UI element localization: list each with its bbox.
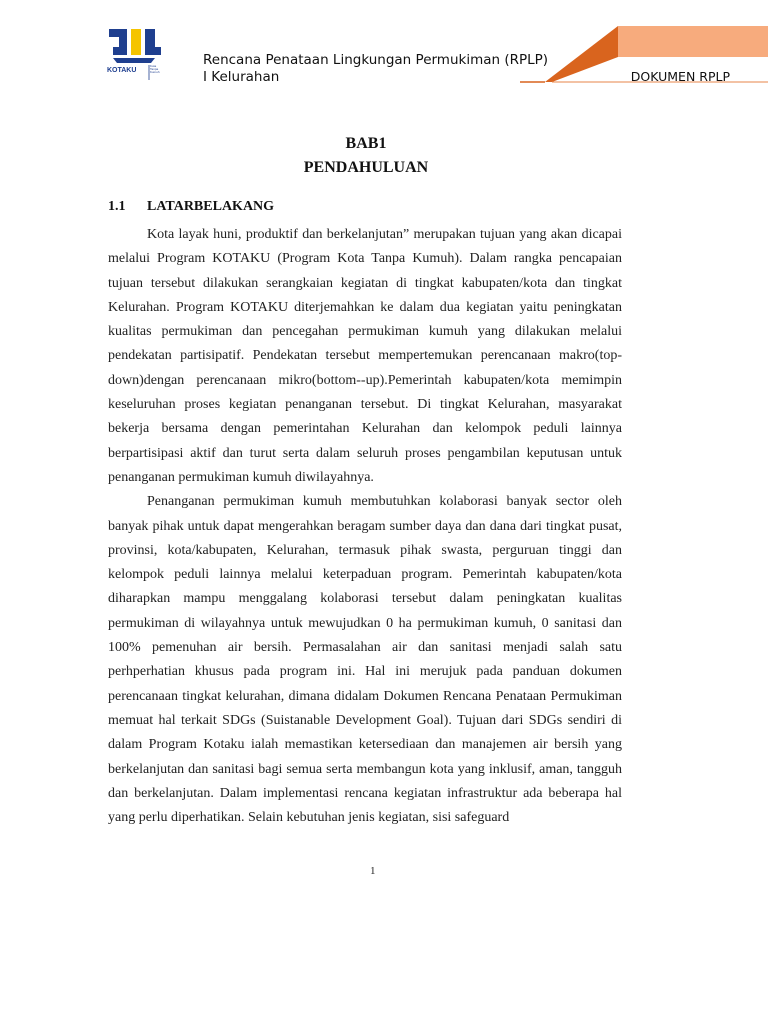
chapter-number: BAB1 bbox=[345, 135, 387, 152]
document-title-line1: Rencana Penataan Lingkungan Permukiman (RPLP) bbox=[203, 52, 549, 68]
body-text bbox=[108, 223, 622, 830]
section-number: 1.1 bbox=[108, 199, 126, 214]
page-number: 1 bbox=[370, 865, 376, 877]
paragraph: Penanganan permukiman kumuh membutuhkan kolaborasi banyak sector oleh banyak pihak untuk dapat mengerahkan beragam sumber daya dan dana dari tingkat pusat, provinsi, kota/kabupaten, Kelurahan, termasuk pihak swasta, perguruan tinggi dan kelompok peduli lainnya melalui keterpaduan program. Pemerintah kabupaten/kota diharapkan mampu menggalang kolaborasi tersebut dalam peningkatan kualitas permukiman di wilayahnya untuk mewujudkan 0 ha permukiman kumuh, 0 sanitasi dan 100% pemenuhan air bersih. Permasalahan air dan sanitasi menjadi salah satu perhperhatian khusus pada program ini. Hal ini merujuk pada panduan dokumen perencanaan tingkat kelurahan, dimana didalam Dokumen Rencana Penataan Permukiman memuat hal terkait SDGs (Suistanable Development Goal). Tujuan dari SDGs sendiri di dalam Program Kotaku ialah memastikan ketersediaan dan manajemen air bersih yang berkelanjutan dan sanitasi bagi semua serta membangun kota yang inklusif, aman, tangguh dan berkelanjutan. Dalam implementasi rencana kegiatan infrastruktur ada beberapa hal yang perlu diperhatikan. Selain kebutuhan jenis kegiatan, sisi safeguard bbox=[108, 494, 622, 826]
chapter-heading bbox=[0, 132, 732, 180]
section-title: LATARBELAKANG bbox=[147, 199, 275, 214]
kotaku-logo bbox=[105, 25, 163, 85]
paragraph: Kota layak huni, produktif dan berkelanjutan” merupakan tujuan yang akan dicapai melalui Program KOTAKU (Program Kota Tanpa Kumuh). Dalam rangka pencapaian tujuan tersebut dilakukan serangkaian kegiatan di tingkat kabupaten/kota dan tingkat Kelurahan. Program KOTAKU diterjemahkan ke dalam dua kegiatan yaitu peningkatan kualitas permukiman dan pencegahan permukiman kumuh yang dilakukan melalui pendekatan partisipatif. Pendekatan tersebut mempertemukan perencanaan makro(top-down)dengan perencanaan mikro(bottom--up).Pemerintah kabupaten/kota memimpin keseluruhan proses kegiatan penanganan tersebut. Di tingkat Kelurahan, masyarakat bekerja bersama dengan pemerintahan Kelurahan dan kelompok peduli lainnya berpartisipasi aktif dan turut serta dalam seluruh proses pengambilan keputusan untuk penanganan permukiman kumuh diwilayahnya. bbox=[108, 227, 622, 485]
document-title-line2: I Kelurahan bbox=[203, 69, 280, 85]
document-label: DOKUMEN RPLP bbox=[630, 69, 730, 84]
logo-subtext: Kota Tanpa Kumuh bbox=[150, 64, 160, 74]
section-heading bbox=[108, 199, 274, 215]
chapter-title: PENDAHULUAN bbox=[303, 159, 429, 176]
logo-wordmark: KOTAKU bbox=[107, 67, 137, 74]
document-title bbox=[203, 52, 548, 86]
page-header bbox=[0, 0, 768, 100]
